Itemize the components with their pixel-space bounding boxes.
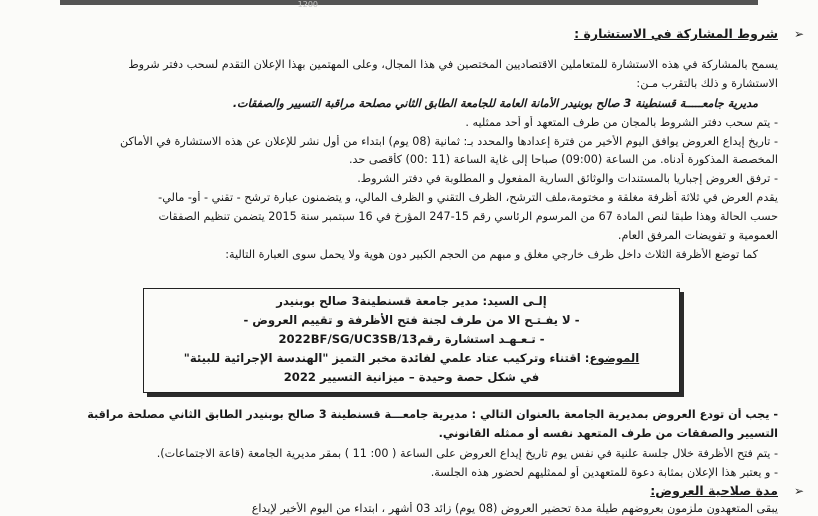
paragraph-line: يسمح بالمشاركة في هذه الاستشارة للمتعاملين الاقتصاديين المختصين في هذا المجال، وعلى المهتمين بهذا الإعلان التقدم لسحب دفتر شروط — [128, 58, 778, 71]
section-title-validity: مدة صلاحية العروض: — [650, 484, 778, 498]
list-item: حسب الحالة وهذا طبقا لنص المادة 67 من المرسوم الرئاسي رقم 15-247 المؤرخ في 16 سبتمبر سنة 2015 يتضمن تنظيم الصفقات — [158, 210, 778, 223]
envelope-notice: - لا يفـتـح الا من طرف لجنة فتح الأظرفة و تقييم العروض - — [243, 313, 580, 327]
deposit-line: التسيير والصفقات من طرف المتعهد نفسه أو ممثله القانوني. — [438, 427, 778, 440]
paragraph-line: الاستشارة و ذلك بالتقرب مـن: — [636, 77, 778, 90]
list-item: العمومية و تفويضات المرفق العام. — [617, 229, 778, 242]
arrow-bullet-icon: ➢ — [793, 27, 804, 41]
header-fragment: 1200 — [297, 0, 318, 9]
section-title-participation: شروط المشاركة في الاستشارة : — [574, 27, 778, 41]
subject-text: : اقتناء وتركيب عتاد علمي لفائدة مخبر التميز "الهندسة الإجرائية للبيئة" — [183, 351, 590, 365]
opening-line: - يتم فتح الأظرفة خلال جلسة علنية في نفس يوم تاريخ إيداع العروض على الساعة ( 00: 11 ) بمقر مديرية الجامعة (قاعة الاجتماعات). — [156, 447, 778, 460]
list-item: - تاريخ إيداع العروض يوافق اليوم الأخير من فترة إعدادها والمحدد بـ: ثمانية (08 يوم) ابتداء من أول نشر للإعلان عن هذه الاستشارة في الأماكن — [119, 135, 778, 148]
envelope-label-box — [143, 288, 680, 393]
list-item: - ترفق العروض إجباريا بالمستندات والوثائق السارية المفعول و المطلوبة في دفتر الشروط. — [357, 172, 778, 185]
list-item: المخصصة المذكورة أدناه. من الساعة (09:00) صباحا إلى غاية الساعة (11 :00) كأقصى حد. — [348, 153, 778, 166]
opening-line: - و يعتبر هذا الإعلان بمثابة دعوة للمتعهدين أو لممثليهم لحضور هذه الجلسة. — [430, 466, 778, 479]
envelope-addressee: إلـى السيد: مدير جامعة قسنطينة3 صالح بوبنيدر — [276, 294, 547, 308]
top-scan-edge — [60, 0, 758, 5]
list-item: كما توضع الأظرفة الثلاث داخل ظرف خارجي مغلق و مبهم من الحجم الكبير دون هوية ولا يحمل سوى العبارة التالية: — [225, 248, 758, 261]
subject-label: الموضوع — [589, 351, 640, 365]
envelope-consultation-number: - تـعـهـد استشارة رقم2022BF/SG/UC3SB/13 — [278, 332, 545, 346]
address-line: مديرية جامعـــــة قسنطينة 3 صالح بوبنيدر الأمانة العامة للجامعة الطابق الثاني مصلحة مراقبة التسيير والصفقات. — [232, 97, 758, 110]
paragraph-line: يبقى المتعهدون ملزمون بعروضهم طيلة مدة تحضير العروض (08 يوم) زائد 03 أشهر ، ابتداء من اليوم الأخير لإيداع — [251, 502, 778, 515]
deposit-line: - يجب أن تودع العروض بمديرية الجامعة بالعنوان التالي : مديرية جامعـــة قسنطينة 3 صالح بوبنيدر الطابق الثاني مصلحة مراقبة — [87, 408, 778, 421]
list-item: - يتم سحب دفتر الشروط بالمجان من طرف المتعهد أو أحد ممثليه . — [465, 116, 778, 129]
list-item: يقدم العرض في ثلاثة أظرفة مغلقة و مختومة،ملف الترشح، الظرف التقني و الظرف المالي، و يتضمنون عبارة ترشح - تقني - أو- مالي- — [158, 191, 778, 204]
arrow-bullet-icon: ➢ — [793, 484, 804, 498]
envelope-subject — [144, 351, 679, 365]
envelope-lot: في شكل حصة وحيدة – ميزانية التسيير 2022 — [283, 370, 540, 384]
